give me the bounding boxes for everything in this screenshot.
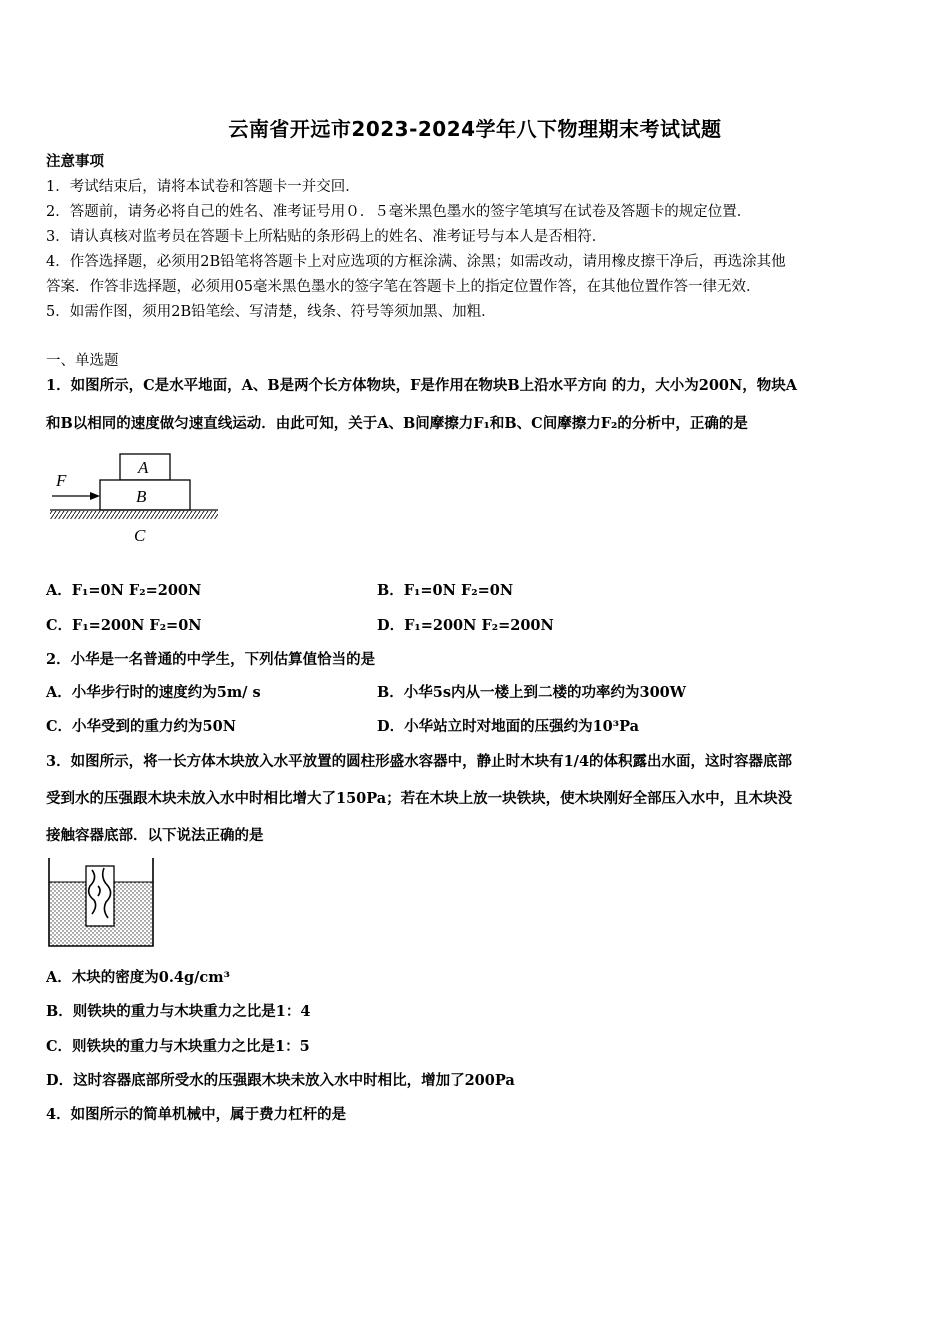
q3-option-d[interactable]: D．这时容器底部所受水的压强跟木块未放入水中时相比，增加了200Pa	[46, 1072, 515, 1089]
q1-option-d[interactable]: D．F₁=200N F₂=200N	[377, 617, 554, 634]
q3-stem-line3: 接触容器底部．以下说法正确的是	[46, 827, 264, 844]
q1-figure	[46, 448, 226, 548]
q2-option-d[interactable]: D．小华站立时对地面的压强约为10³Pa	[377, 718, 640, 735]
q2-stem: 2．小华是一名普通的中学生，下列估算值恰当的是	[46, 651, 376, 668]
q3-option-b[interactable]: B．则铁块的重力与木块重力之比是1：4	[46, 1003, 311, 1020]
notice-item: 答案．作答非选择题，必须用05毫米黑色墨水的签字笔在答题卡上的指定位置作答，在其他位置作答一律无效．	[46, 279, 761, 295]
label-a: A	[138, 458, 149, 477]
q1-option-b[interactable]: B．F₁=0N F₂=0N	[377, 582, 514, 599]
section-heading: 一、单选题	[46, 353, 119, 369]
q1-stem-line2: 和B以相同的速度做匀速直线运动．由此可知，关于A、B间摩擦力F₁和B、C间摩擦力F₂的分析中，正确的是	[46, 415, 748, 432]
q3-stem-line2: 受到水的压强跟木块未放入水中时相比增大了150Pa；若在木块上放一块铁块，使木块刚好全部压入水中，且木块没	[46, 790, 793, 807]
label-b: B	[136, 487, 147, 506]
q3-stem-line1: 3．如图所示，将一长方体木块放入水平放置的圆柱形盛水容器中，静止时木块有1/4的体积露出水面，这时容器底部	[46, 753, 793, 770]
q2-option-c[interactable]: C．小华受到的重力约为50N	[46, 718, 236, 735]
q3-figure	[44, 856, 158, 952]
ground-hatch	[50, 511, 218, 519]
notice-item: 2．答题前，请务必将自己的姓名、准考证号用０．５毫米黑色墨水的签字笔填写在试卷及答题卡的规定位置．	[46, 204, 752, 220]
label-f: F	[56, 471, 67, 490]
force-arrowhead	[90, 492, 100, 500]
page-title: 云南省开远市2023-2024学年八下物理期末考试试题	[228, 117, 722, 141]
label-c: C	[134, 526, 146, 545]
q1-stem-line1: 1．如图所示，C是水平地面，A、B是两个长方体物块，F是作用在物块B上沿水平方向 的力，大小为200N，物块A	[46, 377, 798, 394]
q1-option-c[interactable]: C．F₁=200N F₂=0N	[46, 617, 202, 634]
notice-heading: 注意事项	[46, 153, 104, 170]
q1-option-a[interactable]: A．F₁=0N F₂=200N	[46, 582, 202, 599]
notice-item: 1．考试结束后，请将本试卷和答题卡一并交回．	[46, 179, 360, 195]
q2-option-a[interactable]: A．小华步行时的速度约为5m/ s	[46, 684, 261, 701]
q3-option-a[interactable]: A．木块的密度为0.4g/cm³	[46, 969, 230, 986]
notice-item: 5．如需作图，须用2B铅笔绘、写清楚，线条、符号等须加黑、加粗．	[46, 304, 496, 320]
notice-item: 3．请认真核对监考员在答题卡上所粘贴的条形码上的姓名、准考证号与本人是否相符．	[46, 229, 607, 245]
q3-option-c[interactable]: C．则铁块的重力与木块重力之比是1：5	[46, 1038, 310, 1055]
notice-item: 4．作答选择题，必须用2B铅笔将答题卡上对应选项的方框涂满、涂黑；如需改动，请用橡皮擦干净后，再选涂其他	[46, 254, 786, 270]
q4-stem: 4．如图所示的简单机械中，属于费力杠杆的是	[46, 1106, 347, 1123]
q2-option-b[interactable]: B．小华5s内从一楼上到二楼的功率约为300W	[377, 684, 687, 701]
